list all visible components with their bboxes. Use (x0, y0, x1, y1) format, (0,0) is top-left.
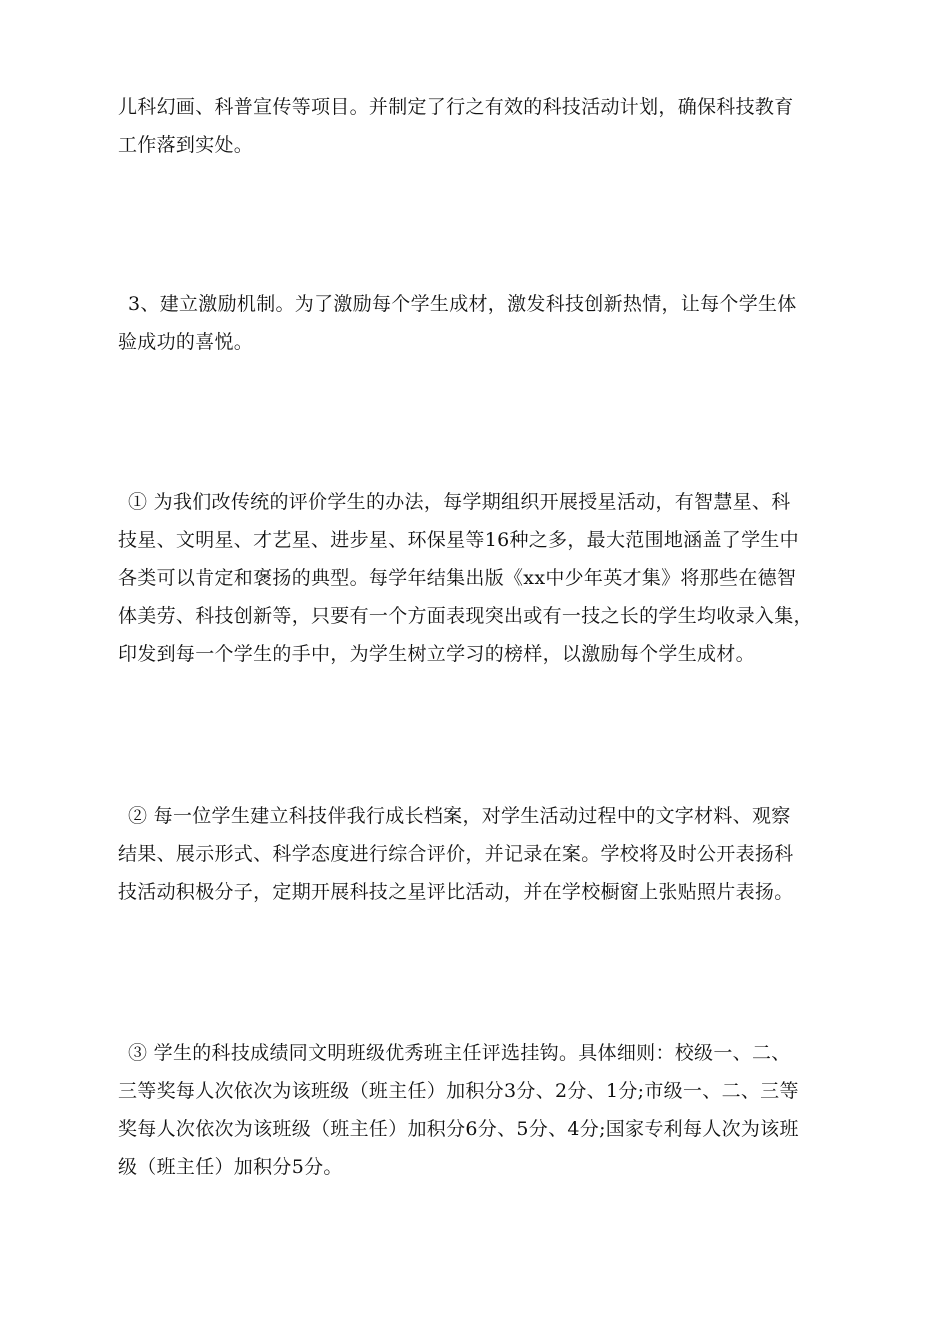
text-line: 技活动积极分子，定期开展科技之星评比活动，并在学校橱窗上张贴照片表扬。 (118, 881, 794, 903)
text-line: ② 每一位学生建立科技伴我行成长档案，对学生活动过程中的文字材料、观察 (128, 805, 791, 827)
text-line: 技星、文明星、才艺星、进步星、环保星等16种之多，最大范围地涵盖了学生中 (118, 529, 799, 551)
text-line: 结果、展示形式、科学态度进行综合评价，并记录在案。学校将及时公开表扬科 (118, 843, 794, 865)
text-line: 各类可以肯定和褒扬的典型。每学年结集出版《xx中少年英才集》将那些在德智 (118, 567, 797, 589)
text-line: 工作落到实处。 (118, 134, 254, 156)
text-line: 儿科幻画、科普宣传等项目。并制定了行之有效的科技活动计划，确保科技教育 (118, 96, 794, 118)
text-line: ① 为我们改传统的评价学生的办法，每学期组织开展授星活动，有智慧星、科 (128, 491, 791, 513)
text-line: 印发到每一个学生的手中，为学生树立学习的榜样，以激励每个学生成材。 (118, 643, 755, 665)
text-line: 奖每人次依次为该班级（班主任）加积分6分、5分、4分;国家专利每人次为该班 (118, 1118, 799, 1140)
paragraph-incentive-mechanism (118, 285, 840, 361)
text-line: 三等奖每人次依次为该班级（班主任）加积分3分、2分、1分;市级一、二、三等 (118, 1080, 799, 1102)
paragraph-item-3-class-scoring (118, 1034, 840, 1186)
paragraph-science-projects (118, 88, 840, 164)
text-line: ③ 学生的科技成绩同文明班级优秀班主任评选挂钩。具体细则：校级一、二、 (128, 1042, 791, 1064)
text-line: 体美劳、科技创新等，只要有一个方面表现突出或有一技之长的学生均收录入集， (118, 605, 813, 627)
paragraph-item-1-star-activity (118, 483, 840, 673)
text-line: 3、建立激励机制。为了激励每个学生成材，激发科技创新热情，让每个学生体 (128, 293, 797, 315)
paragraph-item-2-growth-archive (118, 797, 840, 911)
text-line: 级（班主任）加积分5分。 (118, 1156, 343, 1178)
text-line: 验成功的喜悦。 (118, 331, 254, 353)
